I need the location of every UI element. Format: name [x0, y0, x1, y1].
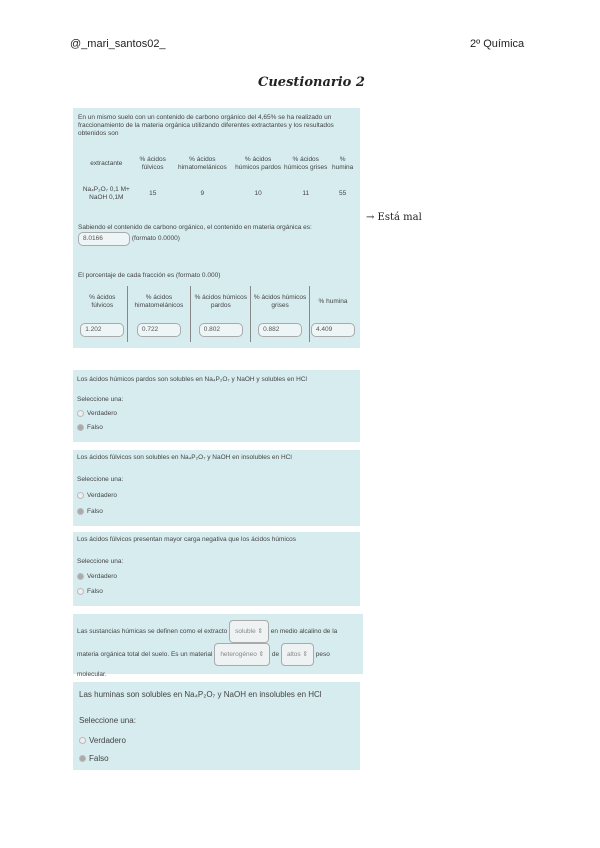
q4-text: Los ácidos fúlvicos presentan mayor carga negativa que los ácidos húmicos	[77, 536, 296, 543]
q5-part-3: de	[271, 651, 280, 658]
q6-option-false[interactable]	[79, 754, 109, 763]
option-label: Falso	[87, 508, 103, 516]
correction-note: → Está mal	[366, 212, 422, 223]
pct-input-brown-humic[interactable]: 0.802	[199, 323, 243, 337]
pct-header: % ácidos húmicos pardos	[191, 286, 251, 318]
extract-solubility-select[interactable]: soluble ⇕	[229, 620, 269, 643]
ex-header: % ácidos fúlvicos	[139, 156, 166, 171]
option-label: Verdadero	[87, 410, 117, 418]
question-3-panel	[73, 450, 360, 526]
percentage-label: El porcentaje de cada fracción es (formato 0.000)	[78, 272, 221, 279]
question-6-panel	[73, 682, 360, 770]
option-label: Falso	[87, 424, 103, 432]
ex-header: % ácidos húmicos pardos	[235, 156, 282, 171]
q5-sentence	[77, 620, 359, 683]
pct-header: % ácidos himatomelánicos	[127, 286, 191, 318]
option-label: Verdadero	[87, 573, 117, 581]
q5-part-4: peso molecular.	[77, 651, 330, 678]
ex-cell: 11	[302, 190, 310, 197]
q5-part-1: Las sustancias húmicas se definen como el extracto	[77, 628, 228, 635]
pct-input-fulvic[interactable]: 1.202	[80, 323, 124, 337]
q6-option-true[interactable]	[79, 736, 126, 745]
option-label: Falso	[89, 754, 109, 763]
option-label: Falso	[87, 588, 103, 596]
radio-icon[interactable]	[79, 737, 86, 744]
ex-header: extractante	[90, 160, 123, 167]
carbon-format: (formato 0.0000)	[131, 235, 180, 242]
radio-icon[interactable]	[77, 492, 84, 499]
radio-icon[interactable]	[77, 424, 84, 431]
radio-icon[interactable]	[77, 573, 84, 580]
radio-icon[interactable]	[77, 588, 84, 595]
ex-header: % ácidos himatomelánicos	[177, 156, 227, 171]
ex-cell: 10	[254, 190, 262, 197]
q6-text: Las huminas son solubles en Na₄P₂O₇ y NaOH en insolubles en HCl	[79, 690, 322, 699]
pct-input-himatomelanic[interactable]: 0.722	[137, 323, 181, 337]
molecular-weight-select[interactable]: altos ⇕	[281, 643, 314, 666]
ex-header: % humina	[331, 156, 354, 171]
pct-input-humin[interactable]: 4.409	[311, 323, 355, 337]
course-label: 2º Química	[470, 38, 525, 50]
q4-option-false[interactable]	[77, 588, 103, 596]
q1-intro: En un mismo suelo con un contenido de carbono orgánico del 4,65% se ha realizado un fraccionamiento de la materia orgánica utilizando diferentes extractantes y los resultados obtenidos son	[78, 114, 334, 137]
question-5-panel	[73, 614, 363, 678]
q3-option-false[interactable]	[77, 508, 103, 516]
q5-part-2: en medio alcalino de la materia orgánica total del suelo. Es un material	[77, 628, 338, 658]
pct-header: % ácidos húmicos grises	[251, 286, 310, 318]
q6-select-label: Seleccione una:	[79, 716, 136, 725]
option-label: Verdadero	[87, 492, 117, 500]
author-handle: @_mari_santos02_	[70, 38, 166, 50]
radio-icon[interactable]	[77, 410, 84, 417]
ex-header: % ácidos húmicos grises	[284, 156, 328, 171]
question-1-panel	[73, 108, 360, 348]
q2-select-label: Seleccione una:	[77, 396, 124, 403]
q2-option-true[interactable]	[77, 410, 117, 418]
q3-option-true[interactable]	[77, 492, 117, 500]
option-label: Verdadero	[89, 736, 126, 745]
ex-cell: 15	[149, 190, 157, 197]
percentage-table	[78, 286, 356, 342]
pct-header: % ácidos fúlvicos	[89, 294, 116, 309]
question-4-panel	[73, 532, 360, 606]
material-type-select[interactable]: heterogéneo ⇕	[214, 643, 270, 666]
question-2-panel	[73, 370, 360, 442]
q4-option-true[interactable]	[77, 573, 117, 581]
page-title: Cuestionario 2	[258, 75, 365, 90]
pct-header: % humina	[309, 286, 356, 318]
carbon-question	[78, 224, 356, 246]
ex-cell: Na₄P₂O₇ 0,1 M+ NaOH 0,1M	[82, 186, 130, 201]
q3-text: Los ácidos fúlvicos son solubles en Na₄P₂O₇ y NaOH en insolubles en HCl	[77, 454, 292, 461]
carbon-text: Sabiendo el contenido de carbono orgánico, el contenido en materia orgánica es:	[78, 224, 312, 231]
ex-cell: 9	[200, 190, 205, 197]
q2-option-false[interactable]	[77, 424, 103, 432]
q2-text: Los ácidos húmicos pardos son solubles en Na₄P₂O₇ y NaOH y solubles en HCl	[77, 376, 307, 383]
organic-matter-input[interactable]: 8.0166	[78, 232, 130, 246]
radio-icon[interactable]	[77, 508, 84, 515]
q4-select-label: Seleccione una:	[77, 558, 124, 565]
radio-icon[interactable]	[79, 755, 86, 762]
q3-select-label: Seleccione una:	[77, 476, 124, 483]
extraction-table	[78, 148, 356, 208]
ex-cell: 55	[339, 190, 347, 197]
pct-input-grey-humic[interactable]: 0.882	[258, 323, 302, 337]
